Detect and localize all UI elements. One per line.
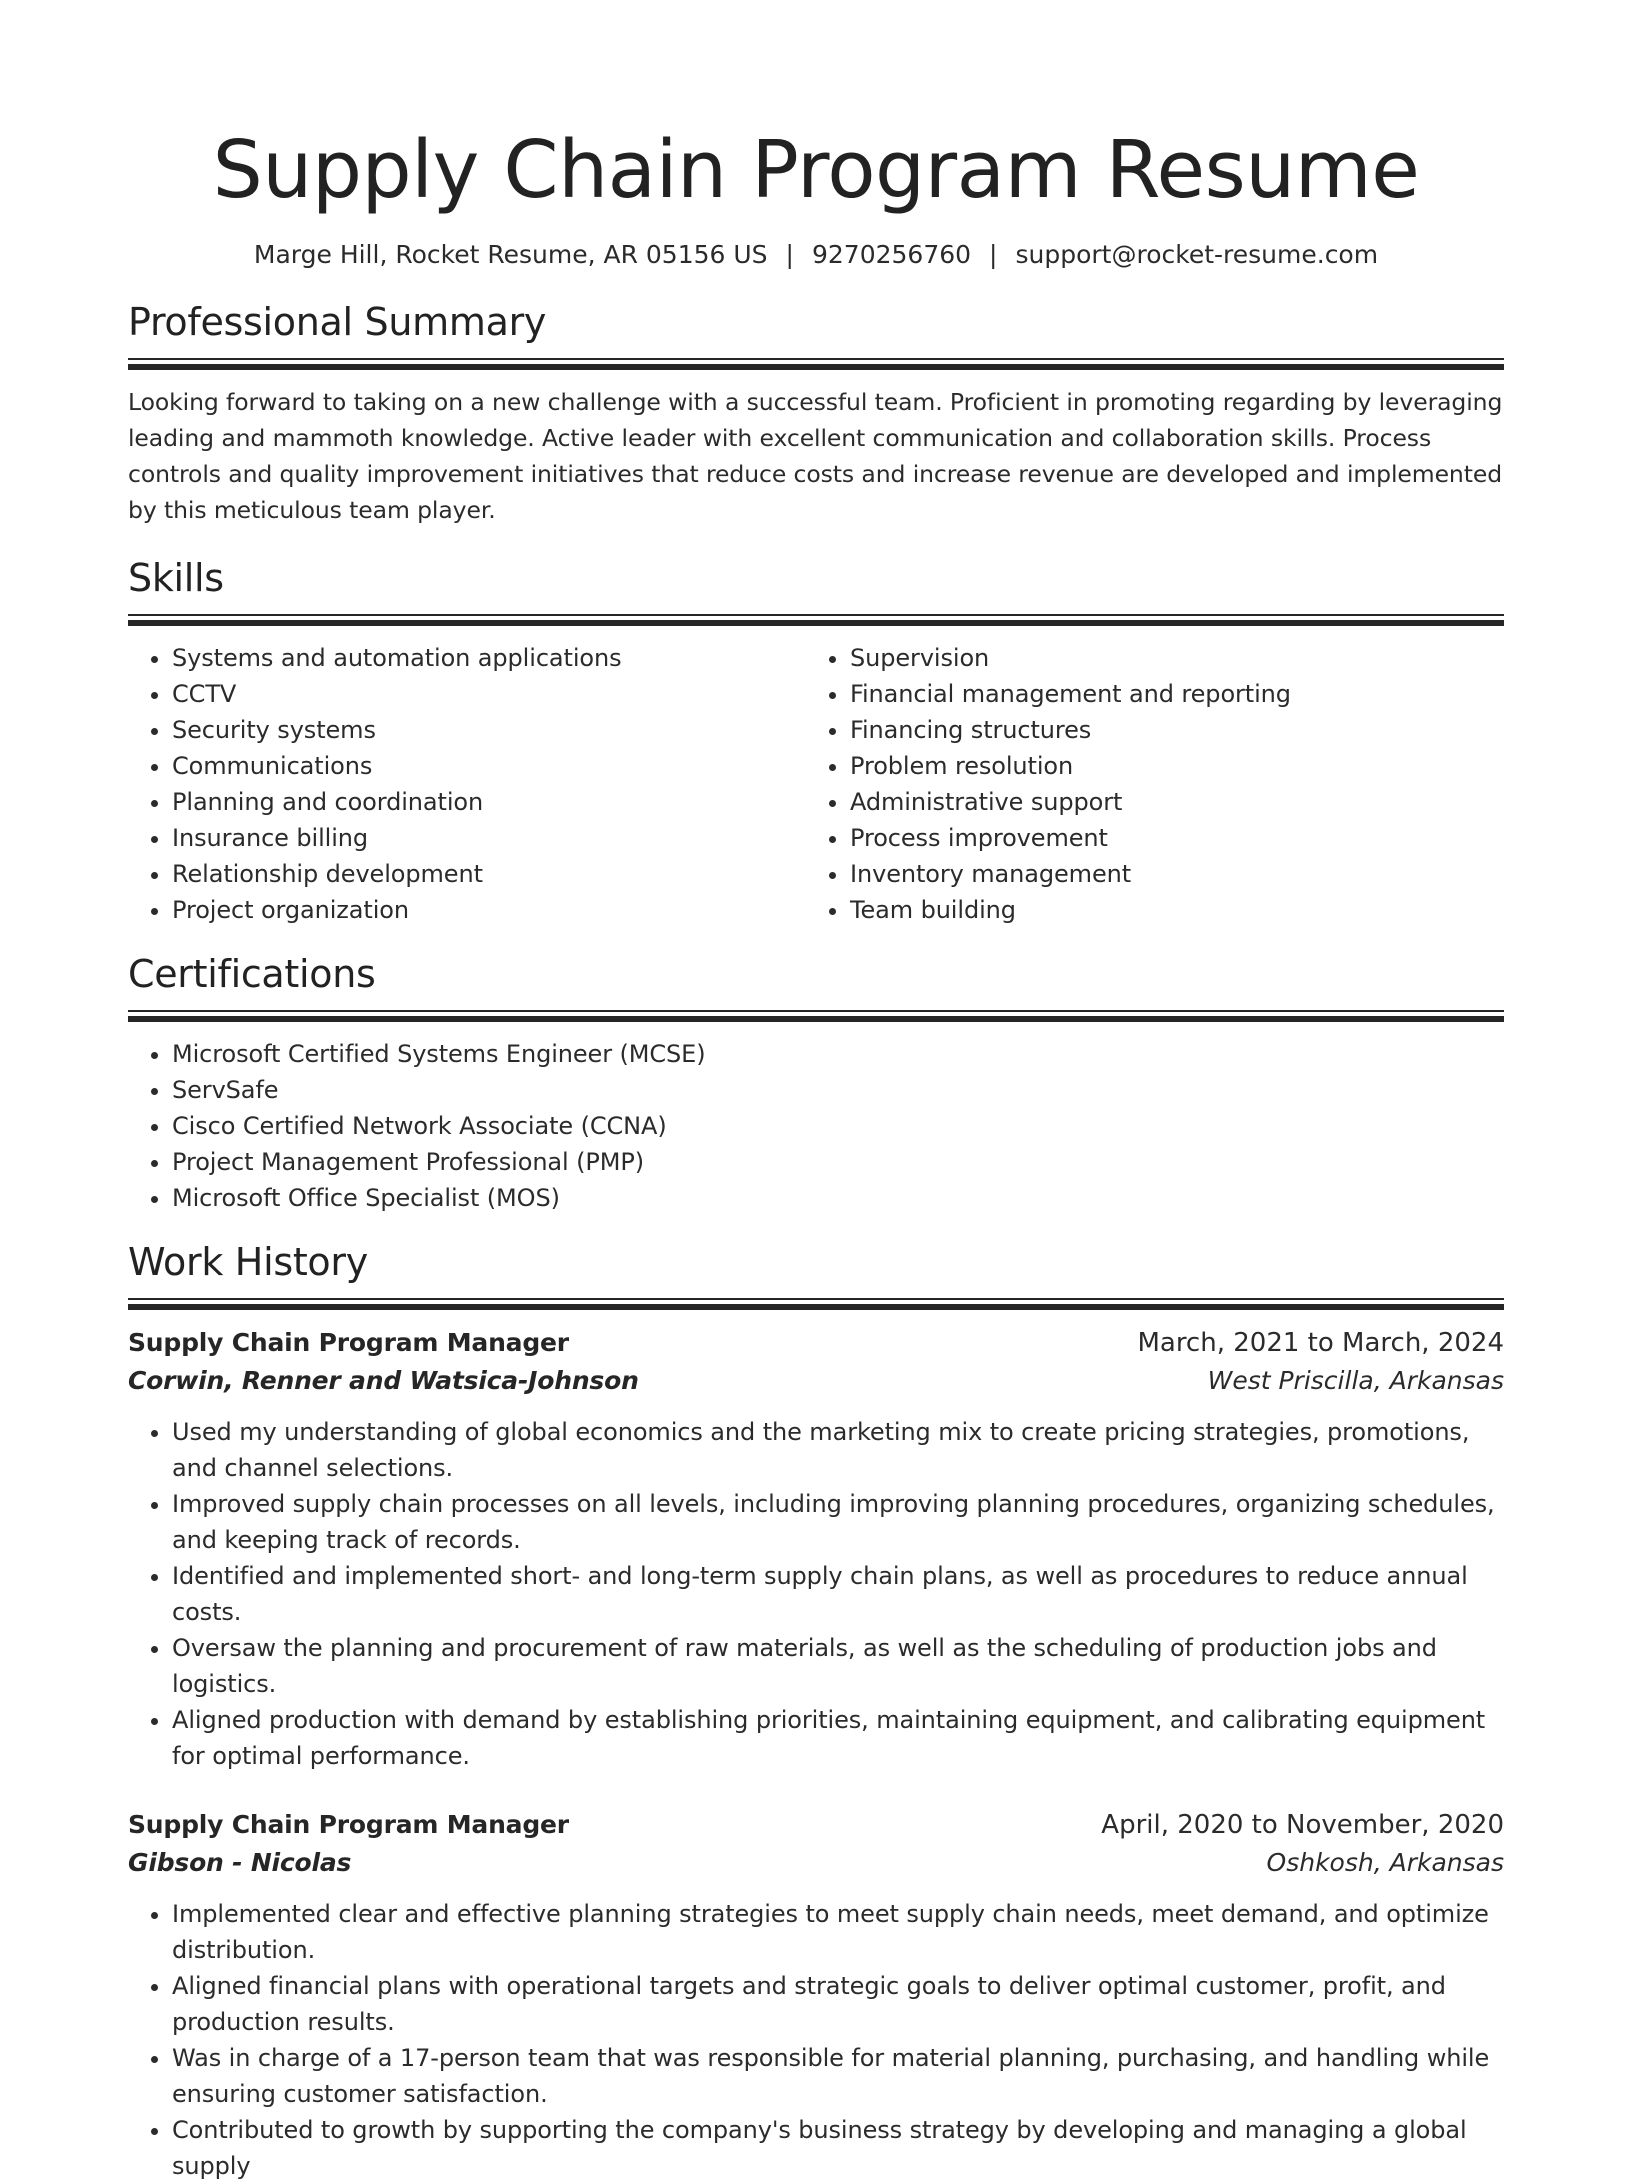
section-heading: Work History (128, 1240, 368, 1284)
list-item: • Problem resolution (850, 748, 1484, 784)
section-divider (128, 358, 1504, 370)
skills-section (128, 554, 1504, 928)
contact-phone: 9270256760 (811, 240, 972, 269)
skills-grid (128, 640, 1504, 928)
work-history-section (128, 1238, 1504, 2184)
job-subheader (128, 1362, 1504, 1400)
contact-separator: | (785, 240, 794, 269)
list-item: • Planning and coordination (172, 784, 806, 820)
list-item: • Microsoft Office Specialist (MOS) (172, 1180, 1504, 1216)
section-divider (128, 614, 1504, 626)
list-item: • ServSafe (172, 1072, 1504, 1108)
section-heading: Certifications (128, 952, 376, 996)
summary-text: Looking forward to taking on a new challenge with a successful team. Proficient in promoting regarding by leveraging leading and mammoth knowledge. Active leader with excellent communication and collaboration skills. Process controls and quality improvement initiatives that reduce costs and increase revenue are developed and implemented by this meticulous team player. (128, 388, 1503, 524)
skills-column-left (128, 640, 806, 928)
job-company: Corwin, Renner and Watsica-Johnson (128, 1366, 639, 1395)
list-item: • Improved supply chain processes on all levels, including improving planning procedures, organizing schedules, and keeping track of records. (172, 1486, 1504, 1558)
job-subheader (128, 1844, 1504, 1882)
list-item: • Was in charge of a 17-person team that was responsible for material planning, purchasing, and handling while ensuring customer satisfaction. (172, 2040, 1504, 2112)
skills-list-left (128, 640, 806, 928)
section-heading: Skills (128, 556, 224, 600)
list-item: • Project organization (172, 892, 806, 928)
list-item: • Aligned financial plans with operational targets and strategic goals to deliver optimal customer, profit, and production results. (172, 1968, 1504, 2040)
section-divider (128, 1298, 1504, 1310)
list-item: • Aligned production with demand by establishing priorities, maintaining equipment, and calibrating equipment for optimal performance. (172, 1702, 1504, 1774)
certifications-list (128, 1036, 1504, 1216)
list-item: • Process improvement (850, 820, 1484, 856)
list-item: • Project Management Professional (PMP) (172, 1144, 1504, 1180)
list-item: • Contributed to growth by supporting the company's business strategy by developing and managing a global supply (172, 2112, 1504, 2184)
job-entry (128, 1806, 1504, 2184)
list-item: • Communications (172, 748, 806, 784)
job-entry (128, 1324, 1504, 1774)
contact-email: support@rocket-resume.com (1015, 240, 1379, 269)
list-item: • Security systems (172, 712, 806, 748)
job-header (128, 1324, 1504, 1362)
job-dates: April, 2020 to November, 2020 (1101, 1810, 1504, 1840)
list-item: • Identified and implemented short- and long-term supply chain plans, as well as procedures to reduce annual costs. (172, 1558, 1504, 1630)
list-item: • Inventory management (850, 856, 1484, 892)
list-item: • Microsoft Certified Systems Engineer (MCSE) (172, 1036, 1504, 1072)
job-location: West Priscilla, Arkansas (1207, 1366, 1504, 1395)
list-item: • Oversaw the planning and procurement of raw materials, as well as the scheduling of production jobs and logistics. (172, 1630, 1504, 1702)
skills-column-right (806, 640, 1484, 928)
list-item: • Insurance billing (172, 820, 806, 856)
list-item: • Relationship development (172, 856, 806, 892)
contact-line (128, 238, 1504, 272)
summary-section (128, 298, 1504, 528)
list-item: • Financial management and reporting (850, 676, 1484, 712)
list-item: • Financing structures (850, 712, 1484, 748)
job-company: Gibson - Nicolas (128, 1848, 352, 1877)
job-title: Supply Chain Program Manager (128, 1328, 569, 1357)
list-item: • Used my understanding of global economics and the marketing mix to create pricing strategies, promotions, and channel selections. (172, 1414, 1504, 1486)
resume-title: Supply Chain Program Resume (212, 124, 1420, 216)
list-item: • Systems and automation applications (172, 640, 806, 676)
job-bullets (128, 1414, 1504, 1774)
job-title: Supply Chain Program Manager (128, 1810, 569, 1839)
list-item: • CCTV (172, 676, 806, 712)
list-item: • Team building (850, 892, 1484, 928)
certifications-section (128, 950, 1504, 1216)
job-header (128, 1806, 1504, 1844)
job-dates: March, 2021 to March, 2024 (1137, 1328, 1504, 1358)
section-divider (128, 1010, 1504, 1022)
list-item: • Implemented clear and effective planning strategies to meet supply chain needs, meet demand, and optimize distribution. (172, 1896, 1504, 1968)
contact-address: Marge Hill, Rocket Resume, AR 05156 US (253, 240, 768, 269)
list-item: • Cisco Certified Network Associate (CCNA) (172, 1108, 1504, 1144)
list-item: • Administrative support (850, 784, 1484, 820)
job-bullets (128, 1896, 1504, 2184)
job-location: Oshkosh, Arkansas (1266, 1848, 1504, 1877)
skills-list-right (806, 640, 1484, 928)
list-item: • Supervision (850, 640, 1484, 676)
contact-separator: | (989, 240, 998, 269)
section-heading: Professional Summary (128, 300, 547, 344)
